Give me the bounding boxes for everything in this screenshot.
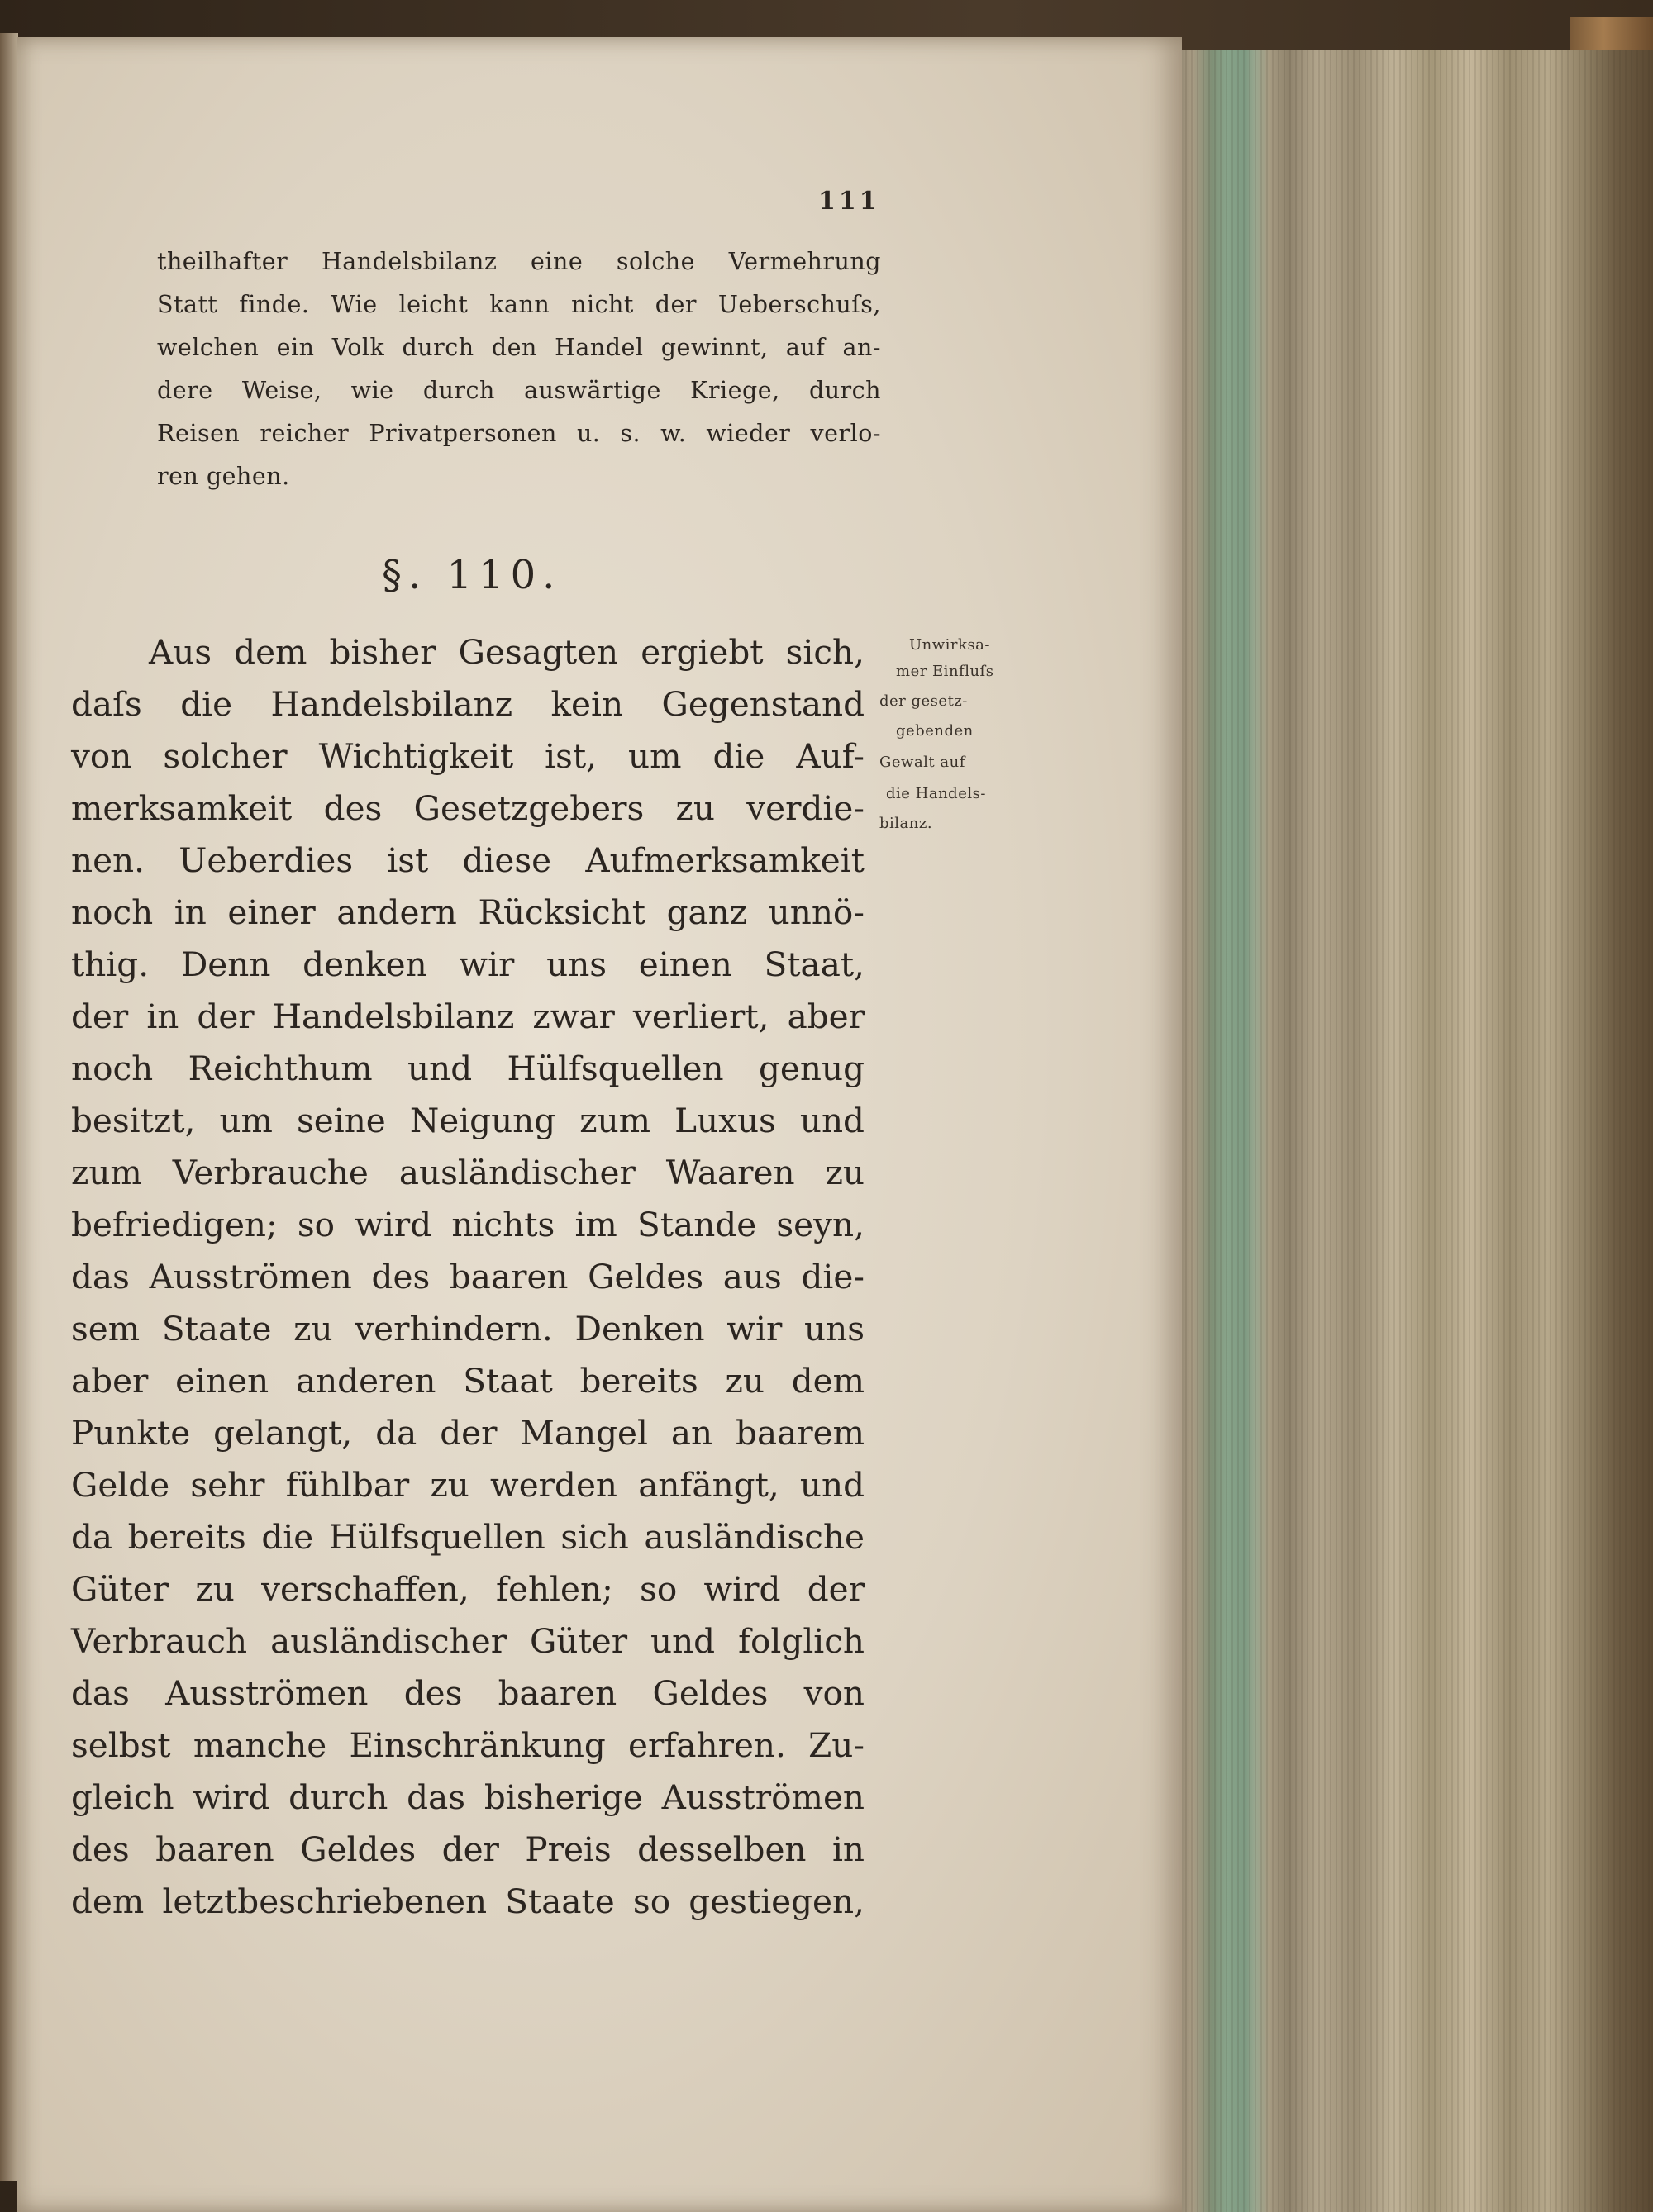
body-line: Punkte gelangt, da der Mangel an baarem	[71, 1413, 865, 1453]
body-line: da bereits die Hülfsquellen sich ausländische	[71, 1517, 865, 1557]
left-page-edge	[0, 33, 18, 2181]
body-line: Gelde sehr fühlbar zu werden anfängt, und	[71, 1465, 865, 1505]
body-line: Güter zu verschaffen, fehlen; so wird der	[71, 1569, 865, 1609]
body-line: des baaren Geldes der Preis desselben in	[71, 1829, 865, 1869]
margin-note-line: mer Einfluſs	[896, 663, 994, 680]
body-line: dem letztbeschriebenen Staate so gestiegen,	[71, 1881, 865, 1921]
body-line: noch in einer andern Rücksicht ganz unnö-	[71, 892, 865, 932]
margin-note-line: bilanz.	[879, 815, 933, 832]
page-number: 111	[818, 187, 880, 216]
margin-note-line: die Handels-	[886, 785, 986, 802]
body-line: selbst manche Einschränkung erfahren. Zu-	[71, 1725, 865, 1765]
body-line: daſs die Handelsbilanz kein Gegenstand	[71, 684, 865, 724]
body-line: besitzt, um seine Neigung zum Luxus und	[71, 1101, 865, 1140]
intro-line: welchen ein Volk durch den Handel gewinnt, auf an-	[157, 334, 881, 361]
body-line: zum Verbrauche ausländischer Waaren zu	[71, 1153, 865, 1192]
body-line: der in der Handelsbilanz zwar verliert, aber	[71, 997, 865, 1036]
body-line: aber einen anderen Staat bereits zu dem	[71, 1361, 865, 1401]
body-line: Verbrauch ausländischer Güter und folglich	[71, 1621, 865, 1661]
margin-note-line: gebenden	[896, 722, 974, 740]
body-line: merksamkeit des Gesetzgebers zu verdie-	[71, 788, 865, 828]
body-line: das Ausströmen des baaren Geldes von	[71, 1673, 865, 1713]
intro-line: theilhafter Handelsbilanz eine solche Vermehrung	[157, 248, 881, 275]
body-line: gleich wird durch das bisherige Ausströmen	[71, 1777, 865, 1817]
body-line: Aus dem bisher Gesagten ergiebt sich,	[149, 632, 865, 672]
body-line: sem Staate zu verhindern. Denken wir uns	[71, 1309, 865, 1349]
body-line: noch Reichthum und Hülfsquellen genug	[71, 1049, 865, 1088]
intro-line: dere Weise, wie durch auswärtige Kriege, durch	[157, 377, 881, 404]
intro-line: Statt finde. Wie leicht kann nicht der Ueberschuſs,	[157, 291, 881, 318]
body-line: befriedigen; so wird nichts im Stande seyn,	[71, 1205, 865, 1244]
intro-line: ren gehen.	[157, 463, 290, 490]
body-line: das Ausströmen des baaren Geldes aus die-	[71, 1257, 865, 1296]
margin-note-line: der gesetz-	[879, 692, 968, 710]
body-line: nen. Ueberdies ist diese Aufmerksamkeit	[71, 840, 865, 880]
margin-note-line: Unwirksa-	[909, 636, 990, 654]
body-line: thig. Denn denken wir uns einen Staat,	[71, 944, 865, 984]
body-line: von solcher Wichtigkeit ist, um die Auf-	[71, 736, 865, 776]
intro-line: Reisen reicher Privatpersonen u. s. w. wieder verlo-	[157, 420, 881, 447]
margin-note-line: Gewalt auf	[879, 754, 965, 771]
book-fore-edge	[1174, 50, 1653, 2212]
section-heading: §. 110.	[382, 552, 562, 598]
